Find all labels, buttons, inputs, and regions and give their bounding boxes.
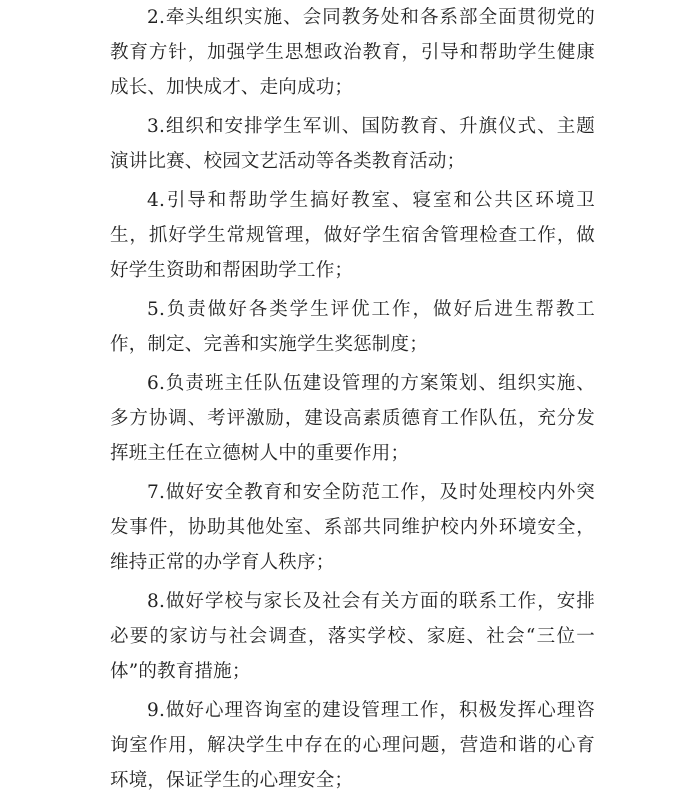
paragraph-item-7: 7.做好安全教育和安全防范工作，及时处理校内外突发事件，协助其他处室、系部共同维护校内外环境安全，维持正常的办学育人秩序； xyxy=(110,482,595,573)
document-body xyxy=(110,0,595,802)
paragraph-item-4: 4.引导和帮助学生搞好教室、寝室和公共区环境卫生，抓好学生常规管理，做好学生宿舍管理检查工作，做好学生资助和帮困助学工作； xyxy=(110,190,595,281)
paragraph-item-9: 9.做好心理咨询室的建设管理工作，积极发挥心理咨询室作用，解决学生中存在的心理问题，营造和谐的心育环境，保证学生的心理安全； xyxy=(110,700,595,791)
paragraph-item-8: 8.做好学校与家长及社会有关方面的联系工作，安排必要的家访与社会调查，落实学校、家庭、社会“三位一体”的教育措施； xyxy=(110,591,595,682)
paragraph-item-6: 6.负责班主任队伍建设管理的方案策划、组织实施、多方协调、考评激励，建设高素质德育工作队伍，充分发挥班主任在立德树人中的重要作用； xyxy=(110,373,595,464)
paragraph-item-5: 5.负责做好各类学生评优工作，做好后进生帮教工作，制定、完善和实施学生奖惩制度； xyxy=(110,299,595,355)
paragraph-item-2: 2.牵头组织实施、会同教务处和各系部全面贯彻党的教育方针，加强学生思想政治教育，引导和帮助学生健康成长、加快成才、走向成功； xyxy=(110,7,595,98)
paragraph-item-3: 3.组织和安排学生军训、国防教育、升旗仪式、主题演讲比赛、校园文艺活动等各类教育活动； xyxy=(110,116,595,172)
